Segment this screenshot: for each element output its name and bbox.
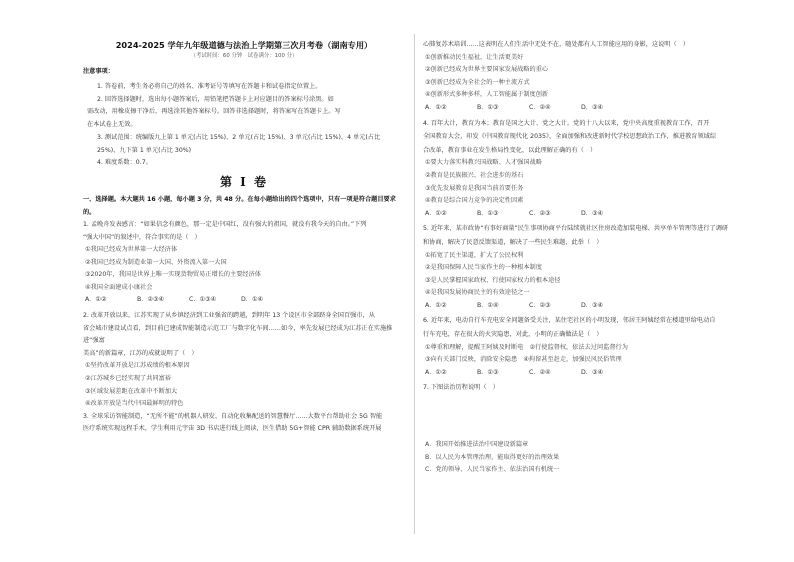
choice-option[interactable]: A．①②	[425, 103, 447, 111]
choice-option[interactable]: A．①②	[425, 209, 447, 217]
right-questions	[423, 39, 753, 477]
question-text: 美高”的新篇章，江苏的成就说明了（ ）	[83, 349, 198, 357]
choice-option[interactable]: A．①②	[425, 368, 447, 376]
column-divider	[414, 34, 415, 534]
choice-row	[423, 208, 753, 221]
note-line: 4. 难度系数：0.7。	[97, 159, 152, 167]
answer-statement: ④创新形式多种多样，人工智能属于制度创新	[425, 91, 549, 99]
question-text: 合改革，教育事业在发生格局性变化，以此理解正确的有（ ）	[423, 146, 597, 154]
question-block	[83, 411, 405, 436]
choice-option[interactable]: C．②③	[529, 209, 551, 217]
choice-option[interactable]: A．①②	[425, 301, 447, 309]
note-line: 3. 测试范围：统编版九上第 1 单元(占比 15%)、2 单元(占比 15%)、3 单元(占比 15%)、4 单元(占比	[97, 133, 381, 141]
note-line: 在本试卷上无效。	[87, 121, 137, 129]
question-text: 省会城市建设试点看，到目前已建成智能制造示范工厂与数字化车间……如今，率先发展已经成为江苏正在实施推进“强富	[83, 324, 393, 345]
answer-statement: ④教育是综合国力竞争的决定性因素	[425, 197, 524, 205]
choice-row	[423, 367, 753, 380]
answer-statement: B．以人民为本管理治理，能取得更好的治理效果	[425, 453, 560, 461]
choice-option[interactable]: D．③④	[581, 301, 604, 309]
answer-statement: ③2020年，我国是世界上唯一实现货物贸易正增长的主要经济体	[85, 271, 261, 279]
choice-row	[83, 294, 405, 307]
answer-statement: ①拓宽了民主渠道，扩大了公民权利	[425, 251, 524, 259]
left-column	[83, 36, 405, 436]
question-block	[423, 439, 753, 477]
answer-statement: ④改革开放是当代中国最鲜明的特色	[85, 400, 184, 408]
choice-option[interactable]: C．②③	[529, 301, 551, 309]
question-block	[423, 39, 753, 115]
question-text: 5. 近年来，某市政协“有事好商量”民生事项协商平台陆续就社区住房改造加装电梯、共享单车管理等进行了调研	[423, 225, 729, 233]
question-block	[83, 219, 405, 307]
answer-statement: A．我国开始推进法治中国建设新篇章	[425, 441, 529, 449]
note-line: 2. 回答选择题时，选出每小题答案后，用铅笔把答题卡上对应题目的答案标号涂黑。如	[97, 95, 334, 103]
part-title: 第 I 卷	[220, 174, 268, 189]
notes-heading: 注意事项：	[83, 68, 114, 75]
choice-option[interactable]: D．③④	[581, 368, 604, 376]
question-text: 7. 下图法治历程说明（ ）	[423, 384, 499, 392]
choice-option[interactable]: D．①④	[241, 296, 264, 304]
answer-statement: ①尊重和理解，提醒王阿姨及时断电 ②行使监督权，依法去过问监督行为	[425, 343, 628, 351]
choice-option[interactable]: B．①③	[477, 103, 499, 111]
choice-option[interactable]: C．②④	[529, 103, 551, 111]
choice-option[interactable]: C．②④	[529, 368, 551, 376]
question-text: 4. 百年大计，教育为本；教育是国之大计、党之大计。党的十八大以来，党中央高度重视教育工作，召开	[423, 119, 710, 127]
question-text: 和协商，解决了民意反馈渠道，解决了一些民生难题，此举（ ）	[423, 238, 603, 246]
answer-statement: ④是我国发展协商民主的有效途径之一	[425, 289, 530, 297]
choice-option[interactable]: B．②③④	[137, 296, 165, 304]
answer-statement: C．党的领导、人民当家作主、依法治国有机统一	[425, 466, 560, 474]
answer-statement: ③创新已经成为全社会的一种主流方式	[425, 78, 530, 86]
choice-option[interactable]: D．③④	[581, 103, 604, 111]
question-block	[423, 382, 753, 439]
answer-statement: ①坚持改革开放是江苏成绩的根本原因	[85, 362, 190, 370]
answer-statement: ②教育是民族振兴、社会进步的基石	[425, 171, 524, 179]
question-text: 2. 改革开放以来，江苏实现了从乡镇经济到工业强省的跨越，到明年 13 个设区市全部跻身全国百强市，从	[83, 312, 375, 320]
question-block	[423, 315, 753, 379]
right-column	[423, 38, 753, 477]
choice-option[interactable]: B．①③	[477, 368, 499, 376]
answer-statement: ②创新已经成为世界主要国家发展战略的重心	[425, 66, 549, 74]
choice-row	[423, 300, 753, 313]
answer-statement: ①创新推动民生福祉，让生活更美好	[425, 53, 524, 61]
answer-statement: ③是人民掌握国家政权、行使国家权力的根本途径	[425, 276, 561, 284]
choice-option[interactable]: B．①③	[477, 209, 499, 217]
part-intro: 一、选择题。本大题共 16 小题，每小题 3 分，共 48 分。在每小题给出的四个选项中，只有一项是符合题目要求的。	[83, 195, 396, 216]
answer-statement: ②我国已经成为制造业第一大国、外资流入第一大国	[85, 258, 227, 266]
choice-option[interactable]: B．①④	[477, 301, 499, 309]
question-text: 1. 孟晚舟发表感言：“如果信念有颜色，那一定是中国红，没有强大的祖国，就没有我今天的自由。”下列	[83, 220, 367, 228]
question-text: 6. 近年来，电动自行车充电安全问题备受关注，某住宅社区的小明发现，邻居王阿姨经常在楼道里给电动自	[423, 317, 716, 325]
choice-option[interactable]: A．①②	[85, 296, 107, 304]
note-line: 25%)、九下第 1 单元(占比 30%)	[97, 146, 192, 154]
choice-option[interactable]: D．③④	[581, 209, 604, 217]
answer-statement: ①要大力落实科教兴国战略、人才强国战略	[425, 159, 542, 167]
answer-statement: ③优先发展教育是我国当前首要任务	[425, 184, 524, 192]
left-questions	[83, 219, 405, 436]
answer-statement: ③区域发展差距在改革中不断加大	[85, 387, 178, 395]
answer-statement: ④我国全面建成小康社会	[85, 283, 153, 291]
answer-statement: ②是我国保障人民当家作主的一种根本制度	[425, 264, 542, 272]
choice-row	[423, 102, 753, 115]
question-block	[423, 118, 753, 221]
exam-subtitle: （考试时间：60 分钟 试卷满分：100 分）	[190, 53, 298, 59]
choice-option[interactable]: C．①③④	[189, 296, 217, 304]
answer-statement: ①我国已经成为世界第一大经济体	[85, 246, 178, 254]
note-line: 需改动，用橡皮擦干净后，再选涂其他答案标号。回答非选择题时，将答案写在答题卡上。写	[87, 108, 341, 116]
exam-title: 2024-2025 学年九年级道德与法治上学期第三次月考卷（湖南专用）	[115, 40, 373, 50]
answer-statement: ②江苏城乡已经实现了共同富裕	[85, 375, 171, 383]
question-text: 3. 全球采访智能制造，“无所不能”的机器人研发、自动化收集配送的智慧餐厅……大数平台帮助社会 5G 智能	[83, 412, 383, 420]
figure-placeholder	[423, 395, 753, 439]
question-text: “强大中国”的叙述中，符合事实的是（ ）	[83, 233, 201, 241]
question-block	[423, 223, 753, 312]
question-text: 全国教育大会，印发《中国教育现代化 2035》，全面加强和改进新时代学校思想政治工作，推进教育领域综	[423, 133, 717, 141]
question-text: 行车充电，存在很大的火灾隐患，对此，小明的正确做法是（ ）	[423, 331, 603, 339]
question-text: 医疗系统实现远程手术，学生利用元宇宙 3D 书店进行线上阅读，医生借助 5G+智能 CPR 辅助数据系统开展	[83, 425, 382, 433]
question-text: 心肺复苏术培训……这表明在人们生活中无处不在，随处都有人工智能应用的身影，这说明（ ）	[423, 41, 690, 48]
note-line: 1. 答卷前，考生务必将自己的姓名、准考证号等填写在答题卡和试卷指定位置上。	[97, 83, 322, 90]
question-block	[83, 310, 405, 411]
answer-statement: ③向有关部门反映，消除安全隐患 ④拘留甚至赶走，加强民风民俗管理	[425, 356, 622, 364]
